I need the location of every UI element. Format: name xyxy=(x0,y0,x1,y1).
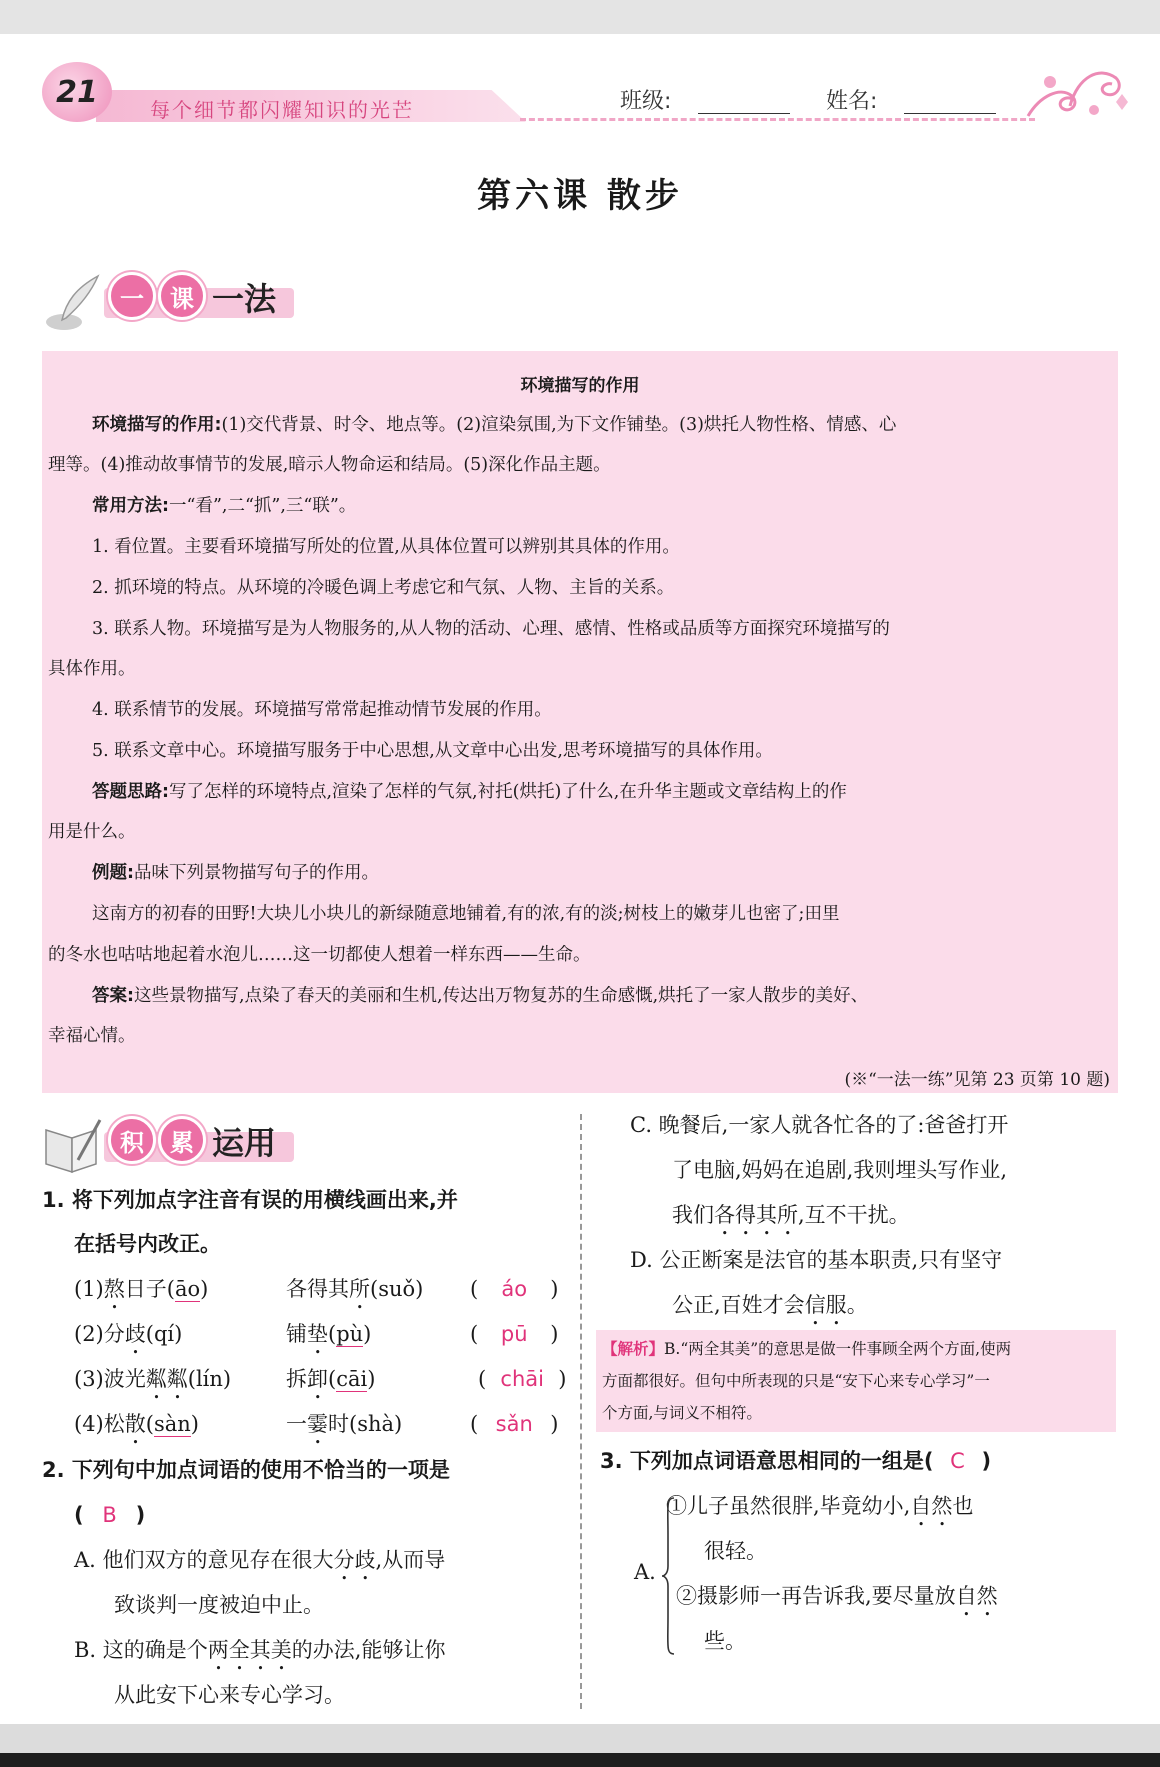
name-label: 姓名: xyxy=(826,89,878,114)
method-item-1: 1. 看位置。主要看环境描写所处的位置,从具体位置可以辨别其具体的作用。 xyxy=(92,537,680,557)
q3-sentence-2-cont: 些。 xyxy=(704,1629,746,1653)
q3-sentence-2: ②摄影师一再告诉我,要尽量放自然 xyxy=(676,1584,998,1608)
analysis-line-3: 个方面,与词义不相符。 xyxy=(602,1404,762,1422)
motto-text: 每个细节都闪耀知识的光芒 xyxy=(150,98,414,122)
q1-stem-cont: 在括号内改正。 xyxy=(74,1232,221,1256)
example-text-cont: 的冬水也咕咕地起着水泡儿……这一切都使人想着一样东西——生命。 xyxy=(48,945,591,965)
method-para-2: 常用方法:一“看”,二“抓”,三“联”。 xyxy=(92,496,357,516)
header-dash-line xyxy=(520,118,1035,121)
section-head-method xyxy=(42,272,302,322)
q1-row-4-a: (4)松散(sàn) xyxy=(74,1412,199,1436)
page-title: 第六课 散步 xyxy=(477,176,683,216)
method-item-5: 5. 联系文章中心。环境描写服务于中心思想,从文章中心出发,思考环境描写的具体作用。 xyxy=(92,741,773,761)
method-para-3: 答题思路:写了怎样的环境特点,渲染了怎样的气氛,衬托(烘托)了什么,在升华主题或文章结构上的作 xyxy=(92,782,847,802)
method-para-4: 例题:品味下列景物描写句子的作用。 xyxy=(92,863,379,883)
flourish-ornament-icon xyxy=(1020,56,1130,126)
q1-row-1-answer: ( áo ) xyxy=(470,1277,559,1301)
top-strip xyxy=(0,0,1160,34)
book-pen-icon xyxy=(42,1116,104,1178)
analysis-line-1: 【解析】B.“两全其美”的意思是做一件事顾全两个方面,使两 xyxy=(602,1340,1012,1358)
q1-row-3-a: (3)波光粼粼(lín) xyxy=(74,1367,232,1391)
q1-row-1-b: 各得其所(suǒ) xyxy=(286,1277,424,1301)
brace-icon xyxy=(660,1496,676,1656)
quill-icon xyxy=(42,272,104,334)
section-title-practice: 运用 xyxy=(212,1124,277,1162)
bubble-lei: 累 xyxy=(158,1116,206,1164)
bottom-strip xyxy=(0,1724,1160,1767)
q2-option-b: B. 这的确是个两全其美的办法,能够让你 xyxy=(74,1638,446,1662)
q1-row-2-a: (2)分歧(qí) xyxy=(74,1322,183,1346)
q2-option-c-cont-2: 我们各得其所,互不干扰。 xyxy=(672,1203,910,1227)
method-item-4: 4. 联系情节的发展。环境描写常常起推动情节发展的作用。 xyxy=(92,700,552,720)
q2-option-b-cont: 从此安下心来专心学习。 xyxy=(114,1683,345,1707)
q1-row-4-b: 一霎时(shà) xyxy=(286,1412,403,1436)
q2-option-c-cont-1: 了电脑,妈妈在追剧,我则埋头写作业, xyxy=(672,1158,1008,1182)
q3-stem: 3. 下列加点词语意思相同的一组是( C ) xyxy=(600,1449,992,1473)
page-number: 21 xyxy=(42,62,112,122)
q1-row-1-a: (1)熬日子(āo) xyxy=(74,1277,209,1301)
example-text: 这南方的初春的田野!大块儿小块儿的新绿随意地铺着,有的浓,有的淡;树枝上的嫩芽儿也密了;田里 xyxy=(92,904,840,924)
method-item-2: 2. 抓环境的特点。从环境的冷暖色调上考虑它和气氛、人物、主旨的关系。 xyxy=(92,578,675,598)
method-para-1: 环境描写的作用:(1)交代背景、时令、地点等。(2)渲染氛围,为下文作铺垫。(3)烘托人物性格、情感、心 xyxy=(92,415,897,435)
analysis-tag: 【解析】 xyxy=(602,1340,665,1358)
bubble-yi: 一 xyxy=(108,272,156,320)
q1-row-3-answer: ( chāi ) xyxy=(478,1367,567,1391)
method-item-3: 3. 联系人物。环境描写是为人物服务的,从人物的活动、心理、感情、性格或品质等方面探究环境描写的 xyxy=(92,619,890,639)
method-para-5-cont: 幸福心情。 xyxy=(48,1026,136,1046)
section-head-practice xyxy=(42,1116,302,1166)
q2-answer-paren: ( B ) xyxy=(74,1503,146,1527)
method-box-title: 环境描写的作用 xyxy=(520,376,640,396)
q1-row-3-b: 拆卸(cāi) xyxy=(286,1367,376,1391)
name-blank xyxy=(904,113,996,114)
method-box xyxy=(42,351,1118,1093)
q1-stem: 1. 将下列加点字注音有误的用横线画出来,并 xyxy=(42,1188,458,1212)
q1-row-2-b: 铺垫(pù) xyxy=(286,1322,372,1346)
method-para-5: 答案:这些景物描写,点染了春天的美丽和生机,传达出万物复苏的生命感慨,烘托了一家人散步的美好、 xyxy=(92,986,869,1006)
method-item-3-cont: 具体作用。 xyxy=(48,659,136,679)
q2-option-a-cont: 致谈判一度被迫中止。 xyxy=(114,1593,324,1617)
bubble-ke: 课 xyxy=(158,272,206,320)
class-label: 班级: xyxy=(620,89,672,114)
method-para-1-cont: 理等。(4)推动故事情节的发展,暗示人物命运和结局。(5)深化作品主题。 xyxy=(48,455,611,475)
cross-reference: (※“一法一练”见第 23 页第 10 题) xyxy=(844,1070,1110,1090)
q3-sentence-1-cont: 很轻。 xyxy=(704,1539,767,1563)
section-title-method: 一法 xyxy=(212,280,277,318)
q1-row-4-answer: ( sǎn ) xyxy=(470,1412,559,1436)
method-para-3-cont: 用是什么。 xyxy=(48,822,136,842)
q3-option-label: A. xyxy=(634,1560,656,1584)
analysis-box xyxy=(596,1330,1116,1432)
q3-sentence-1: ①儿子虽然很胖,毕竟幼小,自然也 xyxy=(666,1494,974,1518)
analysis-line-2: 方面都很好。但句中所表现的只是“安下心来专心学习”一 xyxy=(602,1372,990,1390)
q2-option-d: D. 公正断案是法官的基本职责,只有坚守 xyxy=(630,1248,1003,1272)
q2-option-d-cont: 公正,百姓才会信服。 xyxy=(672,1293,868,1317)
column-divider xyxy=(580,1114,582,1709)
class-blank xyxy=(698,113,790,114)
bubble-ji: 积 xyxy=(108,1116,156,1164)
q1-row-2-answer: ( pū ) xyxy=(470,1322,559,1346)
q2-stem: 2. 下列句中加点词语的使用不恰当的一项是 xyxy=(42,1458,450,1482)
q2-option-a: A. 他们双方的意见存在很大分歧,从而导 xyxy=(74,1548,446,1572)
q2-option-c: C. 晚餐后,一家人就各忙各的了:爸爸打开 xyxy=(630,1113,1009,1137)
